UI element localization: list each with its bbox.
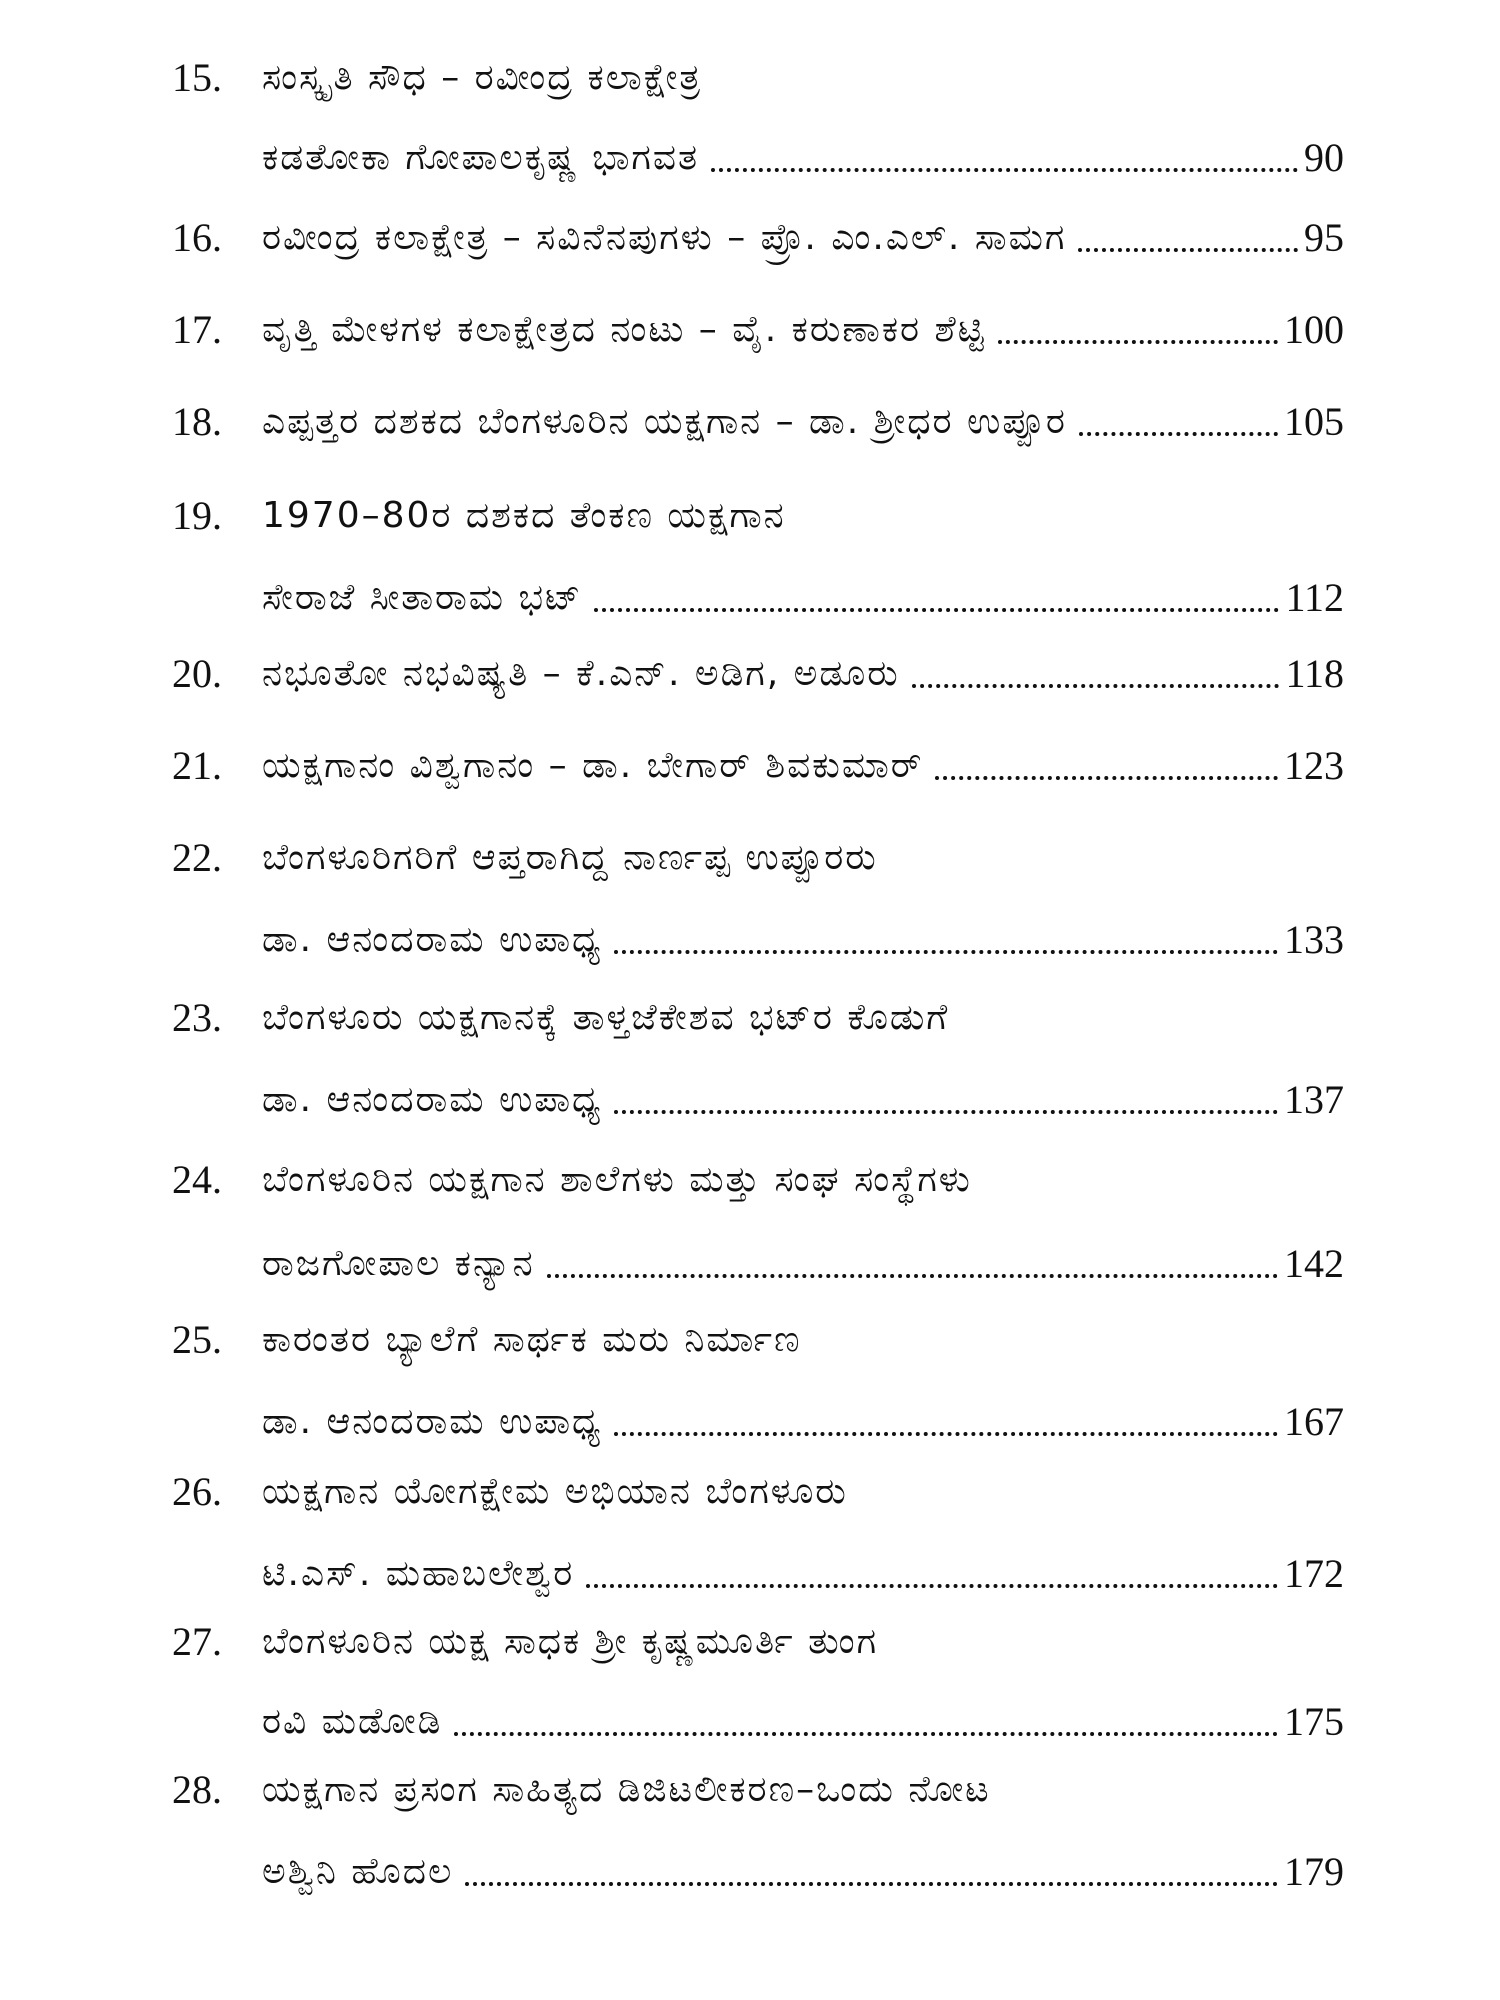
entry-number: 27. — [172, 1619, 222, 1664]
entry-number: 26. — [172, 1469, 222, 1514]
entry-title-line — [262, 302, 1344, 358]
entry-title: ಯಕ್ಷಗಾನ ಯೋಗಕ್ಷೇಮ ಅಭಿಯಾನ ಬೆಂಗಳೂರು — [262, 1471, 848, 1512]
entry-title: ಕಾರಂತರ ಬ್ಯಾಲೆಗೆ ಸಾರ್ಥಕ ಮರು ನಿರ್ಮಾಣ — [262, 1319, 802, 1360]
entry-number: 20. — [172, 651, 222, 696]
entry-page-number: 95 — [1304, 215, 1344, 260]
dot-leader — [594, 608, 1279, 612]
entry-page-number: 142 — [1284, 1241, 1344, 1286]
entry-author: ಅಶ್ವಿನಿ ಹೊದಲ — [262, 1851, 454, 1892]
entry-title-line — [262, 394, 1344, 450]
dot-leader — [711, 168, 1298, 172]
entry-author: ರಾಜಗೋಪಾಲ ಕನ್ಯಾನ — [262, 1243, 535, 1284]
entry-page-number: 100 — [1284, 307, 1344, 352]
entry-number: 28. — [172, 1767, 222, 1812]
entry-page-number: 167 — [1284, 1399, 1344, 1444]
entry-title-line — [262, 990, 1344, 1046]
entry-author-line — [262, 130, 1344, 186]
entry-number: 16. — [172, 215, 222, 260]
entry-author-line — [262, 1072, 1344, 1128]
entry-author-line — [262, 570, 1344, 626]
entry-number: 24. — [172, 1157, 222, 1202]
entry-title-line — [262, 830, 1344, 886]
dot-leader — [614, 1432, 1278, 1436]
entry-title-line — [262, 1614, 1344, 1670]
dot-leader — [547, 1274, 1278, 1278]
dot-leader — [998, 340, 1278, 344]
entry-title: ವೃತ್ತಿ ಮೇಳಗಳ ಕಲಾಕ್ಷೇತ್ರದ ನಂಟು – ವೈ. ಕರುಣಾಕರ ಶೆಟ್ಟಿ — [262, 309, 986, 350]
entry-number: 22. — [172, 835, 222, 880]
entry-page-number: 137 — [1284, 1077, 1344, 1122]
entry-author: ಡಾ. ಆನಂದರಾಮ ಉಪಾಧ್ಯ — [262, 1401, 603, 1442]
entry-number: 19. — [172, 493, 222, 538]
entry-page-number: 90 — [1304, 135, 1344, 180]
entry-author-line — [262, 1844, 1344, 1900]
entry-title-line — [262, 210, 1344, 266]
entry-title: ನಭೂತೋ ನಭವಿಷ್ಯತಿ – ಕೆ.ಎನ್. ಅಡಿಗ, ಅಡೂರು — [262, 653, 900, 694]
entry-page-number: 112 — [1285, 575, 1344, 620]
entry-author: ಕಡತೋಕಾ ಗೋಪಾಲಕೃಷ್ಣ ಭಾಗವತ — [262, 137, 700, 178]
entry-page-number: 172 — [1284, 1551, 1344, 1596]
dot-leader — [1078, 248, 1298, 252]
entry-title: ಬೆಂಗಳೂರು ಯಕ್ಷಗಾನಕ್ಕೆ ತಾಳ್ತಜೆಕೇಶವ ಭಟ್‌ರ ಕೊಡುಗೆ — [262, 997, 950, 1038]
entry-author: ಡಾ. ಆನಂದರಾಮ ಉಪಾಧ್ಯ — [262, 919, 603, 960]
entry-author-line — [262, 1394, 1344, 1450]
dot-leader — [614, 950, 1278, 954]
dot-leader — [586, 1584, 1278, 1588]
entry-page-number: 118 — [1285, 651, 1344, 696]
dot-leader — [614, 1110, 1278, 1114]
entry-title-line — [262, 646, 1344, 702]
entry-page-number: 175 — [1284, 1699, 1344, 1744]
entry-number: 18. — [172, 399, 222, 444]
entry-title: ರವೀಂದ್ರ ಕಲಾಕ್ಷೇತ್ರ – ಸವಿನೆನಪುಗಳು – ಪ್ರೊ. ಎಂ.ಎಲ್. ಸಾಮಗ — [262, 217, 1067, 258]
entry-title-line — [262, 738, 1344, 794]
entry-number: 17. — [172, 307, 222, 352]
entry-title: ಯಕ್ಷಗಾನಂ ವಿಶ್ವಗಾನಂ – ಡಾ. ಬೇಗಾರ್ ಶಿವಕುಮಾರ್ — [262, 745, 924, 786]
dot-leader — [465, 1882, 1278, 1886]
dot-leader — [454, 1732, 1278, 1736]
entry-number: 15. — [172, 55, 222, 100]
dot-leader — [935, 776, 1278, 780]
entry-title-line — [262, 488, 1344, 544]
entry-number: 25. — [172, 1317, 222, 1362]
entry-title-line — [262, 1152, 1344, 1208]
entry-title: 1970–80ರ ದಶಕದ ತೆಂಕಣ ಯಕ್ಷಗಾನ — [262, 495, 786, 536]
entry-author-line — [262, 1546, 1344, 1602]
entry-title: ಬೆಂಗಳೂರಿನ ಯಕ್ಷ ಸಾಧಕ ಶ್ರೀ ಕೃಷ್ಣಮೂರ್ತಿ ತುಂಗ — [262, 1621, 879, 1662]
entry-page-number: 123 — [1284, 743, 1344, 788]
entry-author: ಸೇರಾಜೆ ಸೀತಾರಾಮ ಭಟ್ — [262, 577, 583, 618]
entry-author-line — [262, 1236, 1344, 1292]
entry-number: 23. — [172, 995, 222, 1040]
entry-title-line — [262, 1762, 1344, 1818]
entry-title: ಎಪ್ಪತ್ತರ ದಶಕದ ಬೆಂಗಳೂರಿನ ಯಕ್ಷಗಾನ – ಡಾ. ಶ್ರೀಧರ ಉಪ್ಪೂರ — [262, 401, 1067, 442]
entry-title-line — [262, 50, 1344, 106]
entry-author-line — [262, 1694, 1344, 1750]
entry-title-line — [262, 1464, 1344, 1520]
entry-author: ಡಾ. ಆನಂದರಾಮ ಉಪಾಧ್ಯ — [262, 1079, 603, 1120]
entry-number: 21. — [172, 743, 222, 788]
entry-author: ಟಿ.ಎಸ್. ಮಹಾಬಲೇಶ್ವರ — [262, 1553, 575, 1594]
entry-title: ಬೆಂಗಳೂರಿಗರಿಗೆ ಆಪ್ತರಾಗಿದ್ದ ನಾರ್ಣಪ್ಪ ಉಪ್ಪೂರರು — [262, 837, 878, 878]
entry-author-line — [262, 912, 1344, 968]
entry-title: ಸಂಸ್ಕೃತಿ ಸೌಧ – ರವೀಂದ್ರ ಕಲಾಕ್ಷೇತ್ರ — [262, 57, 702, 98]
dot-leader — [912, 684, 1280, 688]
entry-page-number: 133 — [1284, 917, 1344, 962]
entry-title-line — [262, 1312, 1344, 1368]
entry-page-number: 105 — [1284, 399, 1344, 444]
dot-leader — [1079, 432, 1278, 436]
entry-author: ರವಿ ಮಡೋಡಿ — [262, 1701, 443, 1742]
entry-title: ಬೆಂಗಳೂರಿನ ಯಕ್ಷಗಾನ ಶಾಲೆಗಳು ಮತ್ತು ಸಂಘ ಸಂಸ್ಥೆಗಳು — [262, 1159, 972, 1200]
entry-title: ಯಕ್ಷಗಾನ ಪ್ರಸಂಗ ಸಾಹಿತ್ಯದ ಡಿಜಿಟಲೀಕರಣ–ಒಂದು ನೋಟ — [262, 1769, 991, 1810]
entry-page-number: 179 — [1284, 1849, 1344, 1894]
